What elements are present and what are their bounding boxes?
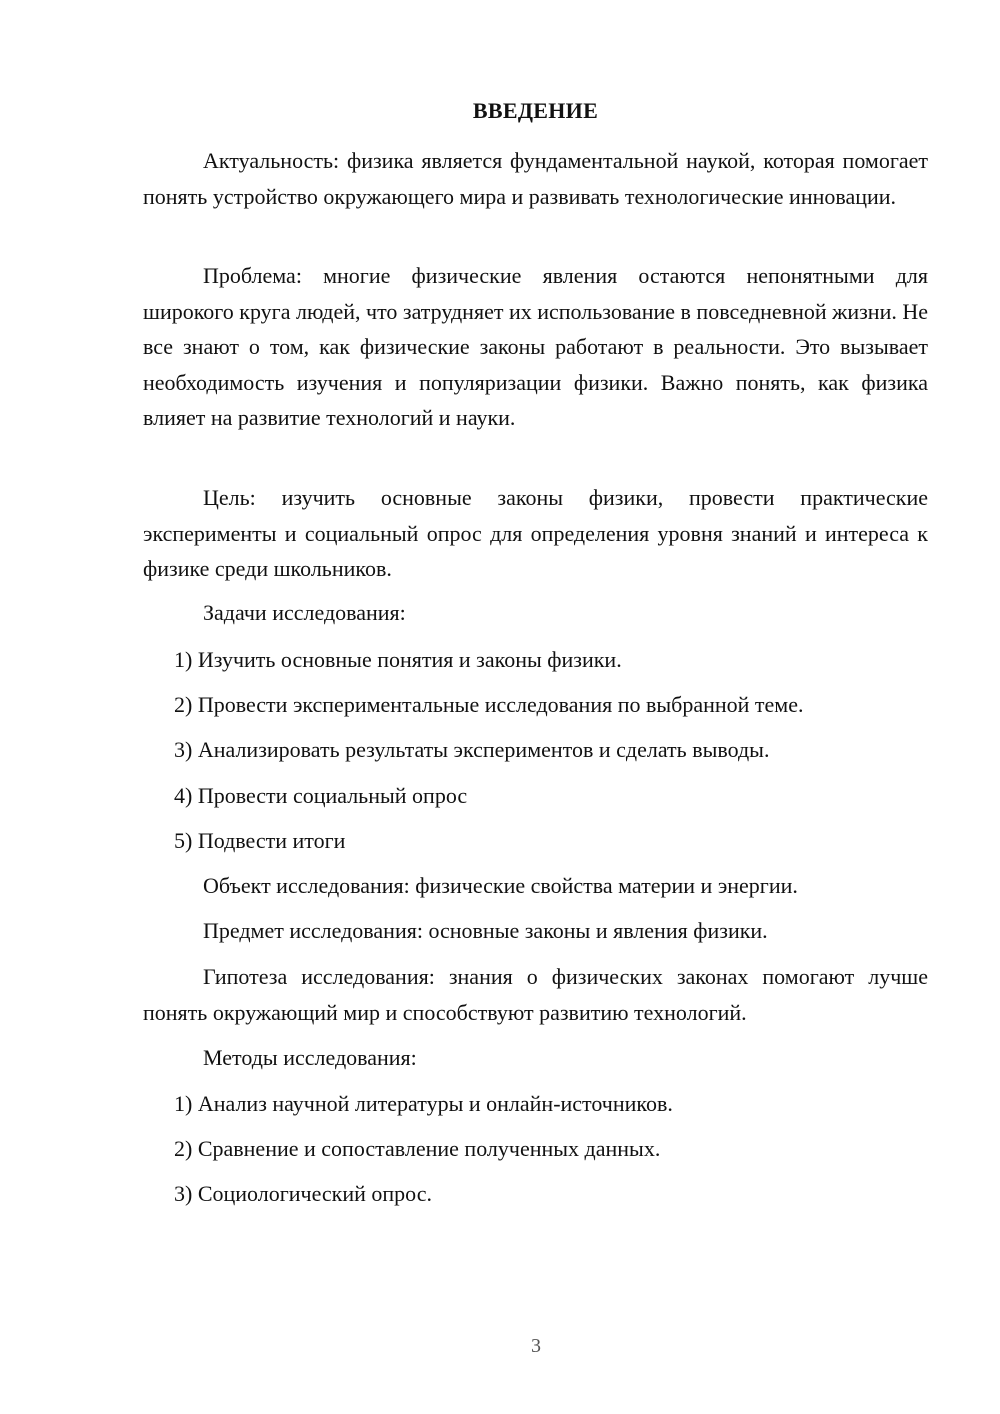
goal-paragraph: Цель: изучить основные законы физики, провести практические эксперименты и социальный опрос для определения уровня знаний и интереса к физике среди школьников. — [143, 485, 928, 581]
task-item-5: 5) Подвести итоги — [174, 828, 346, 853]
task-item-3: 3) Анализировать результаты экспериментов и сделать выводы. — [174, 737, 770, 762]
methods-heading: Методы исследования: — [203, 1045, 417, 1070]
tasks-heading: Задачи исследования: — [203, 600, 406, 625]
task-item-2: 2) Провести экспериментальные исследования по выбранной теме. — [174, 692, 804, 717]
method-item-1: 1) Анализ научной литературы и онлайн-источников. — [174, 1091, 673, 1116]
page-number: 3 — [531, 1335, 541, 1357]
method-item-2: 2) Сравнение и сопоставление полученных данных. — [174, 1136, 661, 1161]
method-item-3: 3) Социологический опрос. — [174, 1181, 432, 1206]
section-title: ВВЕДЕНИЕ — [472, 98, 599, 123]
problem-paragraph: Проблема: многие физические явления остаются непонятными для широкого круга людей, что затрудняет их использование в повседневной жизни. Не все знают о том, как физические законы работают в реальности. Это вызывает необходимость изучения и популяризации физики. Важно понять, как физика влияет на развитие технологий и науки. — [143, 263, 928, 430]
research-subject: Предмет исследования: основные законы и явления физики. — [203, 918, 768, 943]
research-object: Объект исследования: физические свойства материи и энергии. — [203, 873, 798, 898]
hypothesis-paragraph: Гипотеза исследования: знания о физических законах помогают лучше понять окружающий мир и способствуют развитию технологий. — [143, 964, 928, 1025]
relevance-paragraph: Актуальность: физика является фундаментальной наукой, которая помогает понять устройство окружающего мира и развивать технологические инновации. — [143, 148, 928, 209]
task-item-1: 1) Изучить основные понятия и законы физики. — [174, 647, 622, 672]
task-item-4: 4) Провести социальный опрос — [174, 783, 468, 808]
